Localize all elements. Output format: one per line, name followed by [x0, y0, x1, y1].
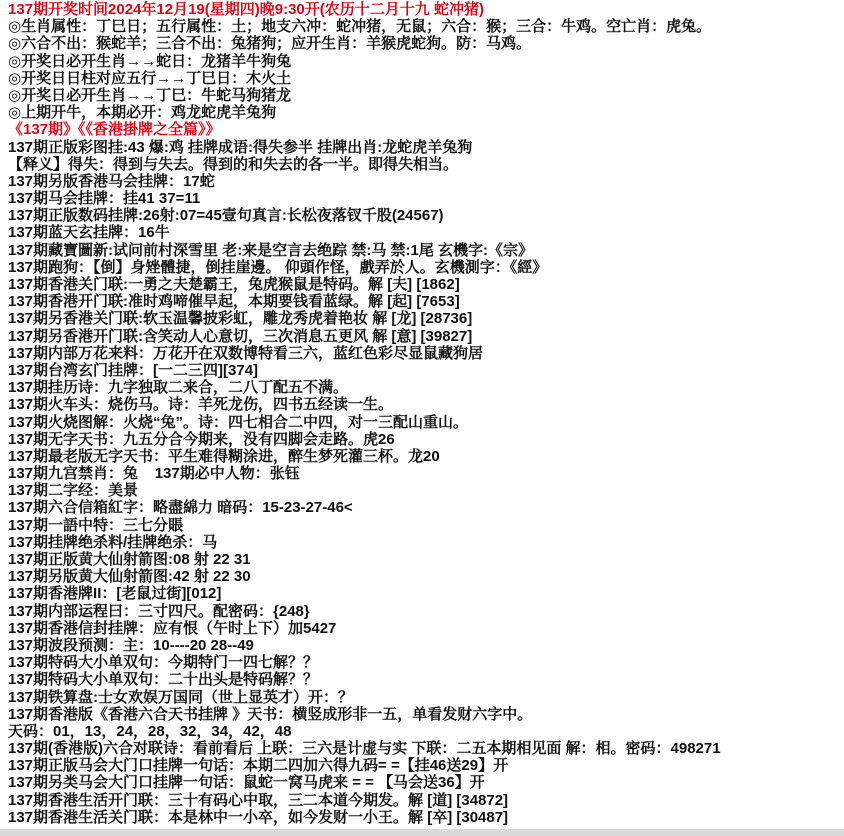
text-line-27: 137期最老版无字天书：平生难得糊涂进，醉生梦死灌三杯。龙20 — [8, 447, 440, 465]
text-line-19: 137期另香港关门联:软玉温馨披彩虹，雕龙秀虎着艳妆 解 [龙] [28736] — [8, 310, 473, 328]
text-line-1: 137期开奖时间2024年12月19(星期四)晚9:30开(农历十二月十九 蛇冲猪) — [8, 1, 484, 18]
text-line-9: 137期正版彩图挂:43 爆:鸡 挂牌成语:得失参半 挂牌出肖:龙蛇虎羊兔狗 — [8, 138, 473, 156]
text-line-47: 137期香港生活开门联：三十有码心中取，三二本道今期发。解 [道] [34872] — [8, 791, 509, 809]
text-line-12: 137期马会挂牌：挂41 37=11 — [8, 190, 201, 208]
text-line-14: 137期蓝天玄挂牌：16牛 — [8, 224, 170, 242]
text-line-42: 137期香港版《香港六合天书挂牌 》天书：横竖成形非一五，单看发财六字中。 — [8, 705, 533, 723]
text-line-46: 137期另类马会大门口挂牌一句话：鼠蛇一窝马虎来 = = 【马会送36】开 — [8, 774, 485, 792]
text-line-29: 137期二字经：美景 — [8, 482, 139, 500]
text-line-24: 137期火车头：烧伤马。诗：羊死龙伤，四书五经读一生。 — [8, 396, 394, 414]
text-line-17: 137期香港关门联:一勇之夫楚霸王，兔虎猴鼠是特码。解 [夫] [1862] — [8, 276, 460, 293]
text-line-3: ◎六合不出：猴蛇羊；三合不出：兔猪狗；应开生肖：羊猴虎蛇狗。防：马鸡。 — [8, 35, 532, 53]
text-line-39: 137期特码大小单双句：今期特门一四七解？？ — [8, 654, 319, 672]
text-line-43: 天码：01，13，24，28，32，34，42，48 — [8, 722, 292, 740]
text-line-34: 137期另版黄大仙射箭图:42 射 22 30 — [8, 568, 251, 586]
text-line-25: 137期火烧图解：火烧“兔”。诗：四七相合二中四，对一三配山重山。 — [8, 413, 469, 431]
text-line-18: 137期香港开门联:准时鸡啼催早起，本期要钱看蓝绿。解 [起] [7653] — [8, 293, 460, 311]
text-line-37: 137期香港信封挂牌：应有恨（午时上下）加5427 — [8, 619, 337, 637]
text-line-31: 137期一語中特：三七分賬 — [8, 516, 184, 534]
text-line-33: 137期正版黄大仙射箭图:08 射 22 31 — [8, 551, 251, 568]
text-line-23: 137期挂历诗：九字独取二来合，二八丁配五不满。 — [8, 379, 349, 397]
text-line-36: 137期内部运程曰：三寸四尺。配密码：{248} — [8, 602, 310, 620]
text-line-13: 137期正版数码挂牌:26射:07=45壹句真言:长松夜落钗千股(24567) — [8, 207, 444, 225]
text-line-20: 137期另香港开门联:含笑动人心意切，三次消息五更风 解 [意] [39827] — [8, 327, 473, 345]
text-line-30: 137期六合信箱紅字：略盡綿力 暗码：15-23-27-46< — [8, 499, 353, 517]
text-line-8: 《137期》《《香港掛牌之全篇》》 — [8, 121, 221, 139]
text-line-6: ◎开奖日必开生肖→→丁巳：牛蛇马狗猪龙 — [8, 86, 292, 104]
text-line-22: 137期台湾玄门挂牌：[一二三四][374] — [8, 361, 259, 379]
text-line-28: 137期九宫禁肖：兔 137期必中人物：张钰 — [8, 465, 300, 483]
text-line-15: 137期藏寶圖新:试问前村深雪里 老:来是空言去绝踪 禁:马 禁:1尾 玄機字:《宗》 — [8, 241, 534, 259]
bottom-edge — [0, 829, 844, 836]
text-line-7: ◎上期开牛，本期必开：鸡龙蛇虎羊兔狗 — [8, 104, 277, 122]
text-line-4: ◎开奖日必开生肖→→蛇日：龙猪羊牛狗兔 — [8, 52, 292, 70]
text-line-10: 【释义】得失：得到与失去。得到的和失去的各一半。即得失相当。 — [8, 155, 459, 173]
text-line-40: 137期特码大小单双句：二十出头是特码解？？ — [8, 671, 319, 689]
text-line-11: 137期另版香港马会挂牌：17蛇 — [8, 172, 215, 190]
text-line-41: 137期铁算盘:士女欢娱万国同（世上显英才）开：？ — [8, 688, 354, 706]
text-line-21: 137期内部万花来料：万花开在双数博特看三六，蓝红色彩尽显鼠藏狗居 — [8, 344, 484, 362]
text-line-32: 137期挂牌绝杀料/挂牌绝杀：马 — [8, 533, 218, 551]
text-line-35: 137期香港牌II：[老鼠过街][012] — [8, 585, 222, 603]
text-line-2: ◎生肖属性：丁巳日；五行属性：土；地支六冲：蛇冲猪，无鼠；六合：猴；三合：牛鸡。空亡肖：虎兔。 — [8, 18, 712, 36]
text-line-44: 137期(香港版)六合对联诗：看前看后 上联：三六是计虚与实 下联：二五本期相见面 解：相。密码：498271 — [8, 740, 721, 758]
text-line-45: 137期正版马会大门口挂牌一句话：本期二四加六得九码= =【挂46送29】开 — [8, 757, 509, 775]
text-line-48: 137期香港生活关门联：本是林中一小卒，如今发财一小王。解 [卒] [30487] — [8, 808, 509, 826]
text-line-38: 137期波段预测：主：10----20 28--49 — [8, 636, 254, 654]
content-lines — [8, 1, 844, 826]
text-line-16: 137期跑狗：【倒】身矬體捷，倒挂崖邊。 仰頭作怪，戲弄於人。玄機測字：《經》 — [8, 258, 548, 276]
text-line-5: ◎开奖日日柱对应五行→→丁巳日：木火土 — [8, 69, 292, 87]
text-line-26: 137期无字天书：九五分合今期来，没有四脚会走路。虎26 — [8, 430, 395, 448]
